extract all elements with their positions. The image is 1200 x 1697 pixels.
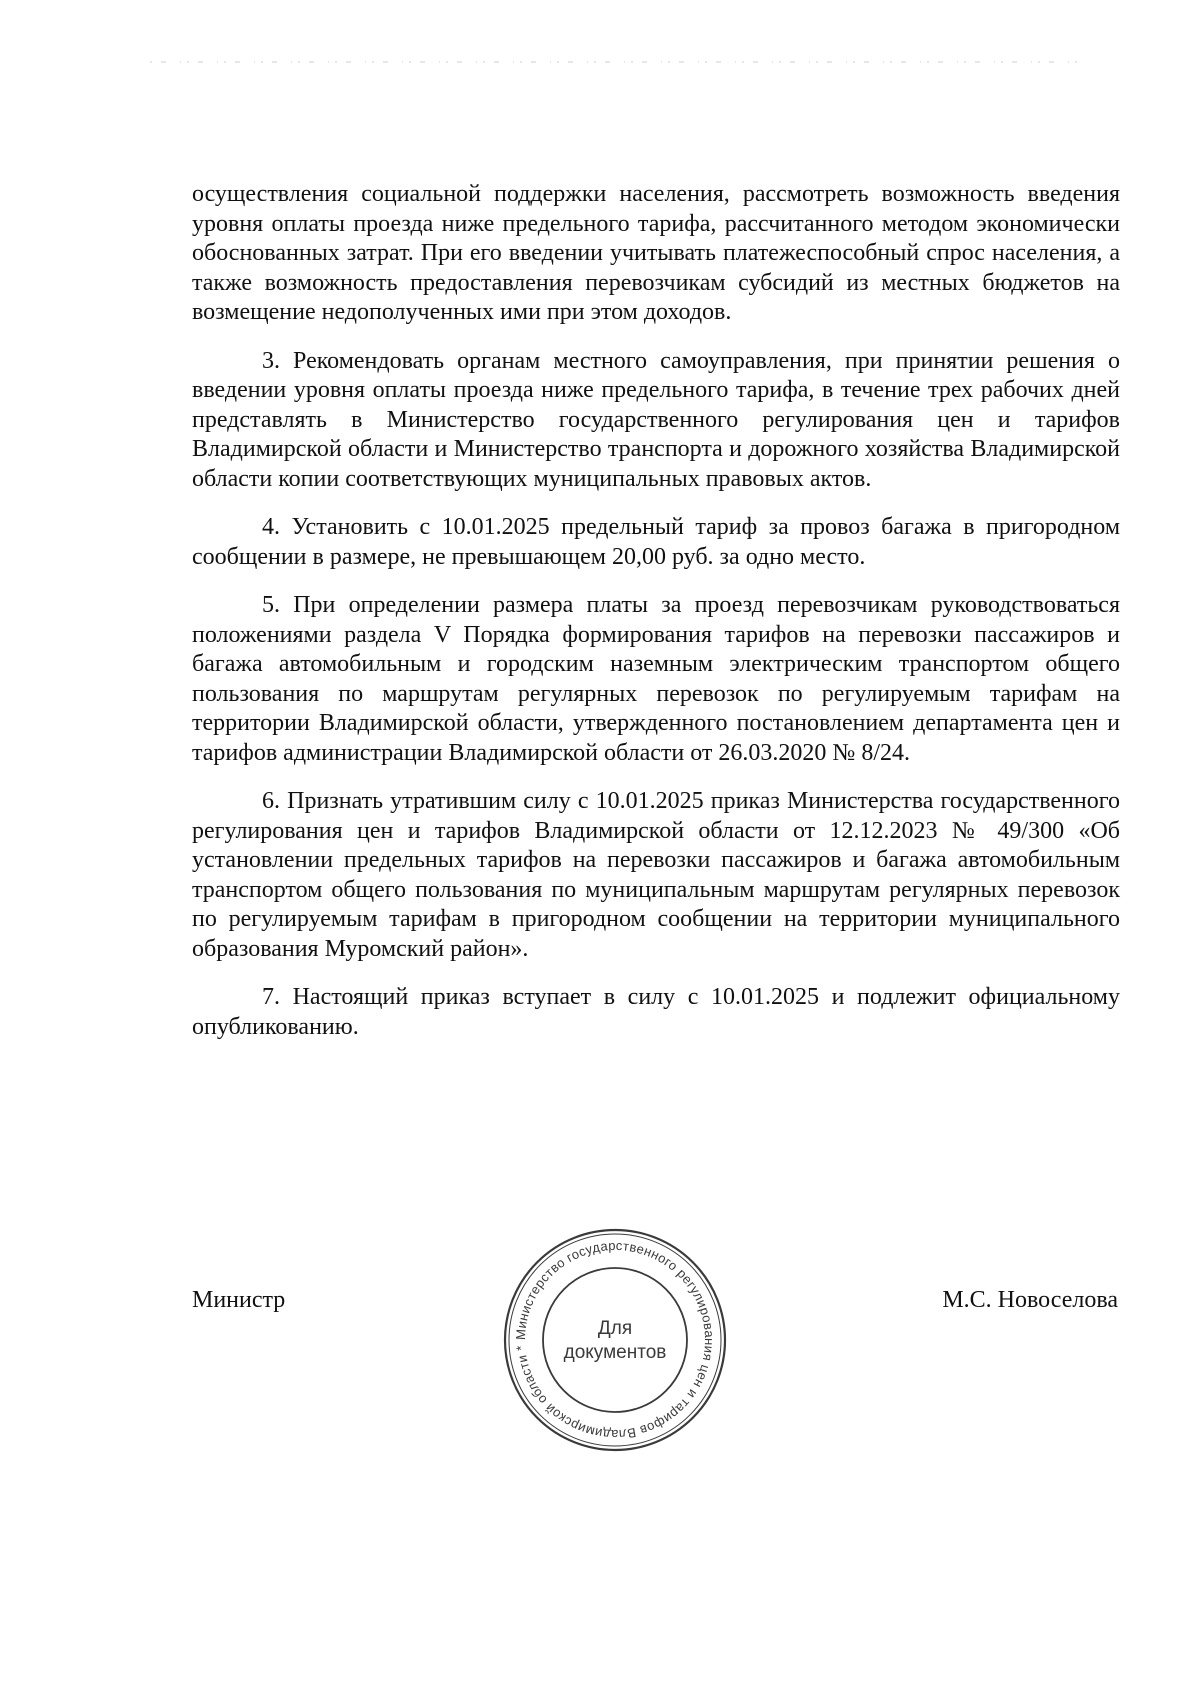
- stamp-center-line2: документов: [563, 1342, 667, 1363]
- signatory-position: Министр: [192, 1287, 286, 1313]
- stamp-center-text: [500, 1317, 730, 1365]
- paragraph-item-3: 3. Рекомендовать органам местного самоуправления, при принятии решения о введении уровня оплаты проезда ниже предельного тарифа, в течение трех рабочих дней представлять в Министерство государственного регулирования цен и тарифов Владимирской области и Министерство транспорта и дорожного хозяйства Владимирской области копии соответствующих муниципальных правовых актов.: [192, 347, 1120, 492]
- paragraph-item-7: 7. Настоящий приказ вступает в силу с 10.01.2025 и подлежит официальному опубликованию.: [192, 984, 1120, 1040]
- official-stamp: [500, 1225, 730, 1455]
- paragraph-item-5: 5. При определении размера платы за проезд перевозчикам руководствоваться положениями раздела V Порядка формирования тарифов на перевозки пассажиров и багажа автомобильным и городским наземным электрическим транспортом общего пользования по маршрутам регулярных перевозок по регулируемым тарифам на территории Владимирской области, утвержденного постановлением департамента цен и тарифов администрации Владимирской области от 26.03.2020 № 8/24.: [192, 592, 1120, 766]
- stamp-ring-text: Министерство государственного регулирования цен и тарифов Владимирской области *: [512, 1237, 718, 1443]
- paragraph-continuation: осуществления социальной поддержки населения, рассмотреть возможность введения уровня оплаты проезда ниже предельного тарифа, рассчитанного методом экономически обоснованных затрат. При его введении учитывать платежеспособный спрос населения, а также возможность предоставления перевозчикам субсидий из местных бюджетов на возмещение недополученных ими при этом доходов.: [192, 181, 1120, 325]
- paragraph-item-4: 4. Установить с 10.01.2025 предельный тариф за провоз багажа в пригородном сообщении в размере, не превышающем 20,00 руб. за одно место.: [192, 514, 1120, 570]
- stamp-center-line1: Для: [597, 1318, 633, 1339]
- signatory-name: М.С. Новоселова: [942, 1287, 1118, 1313]
- scan-artifact-line: [150, 58, 1080, 66]
- paragraph-item-6: 6. Признать утратившим силу с 10.01.2025 приказ Министерства государственного регулирования цен и тарифов Владимирской области от 12.12.2023 № 49/300 «Об установлении предельных тарифов на перевозки пассажиров и багажа автомобильным транспортом общего пользования по муниципальным маршрутам регулярных перевозок по регулируемым тарифам в пригородном сообщении на территории муниципального образования Муромский район».: [192, 788, 1120, 962]
- document-body: [192, 180, 1120, 1061]
